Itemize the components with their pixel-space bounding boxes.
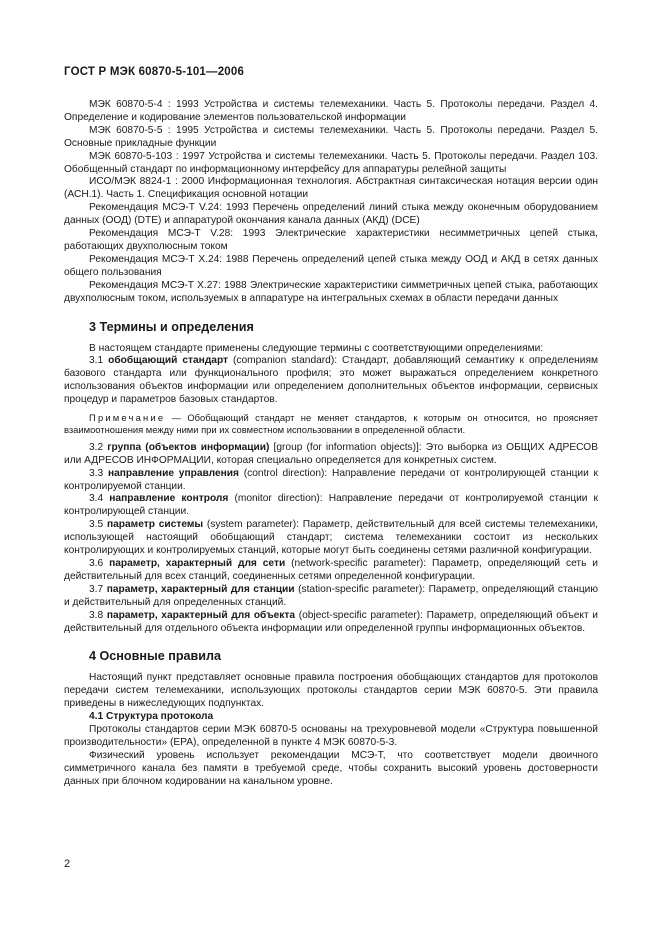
term-3-5 [64,519,598,558]
term-name: направление управления [107,467,239,479]
reference-item: Рекомендация МСЭ-Т V.28: 1993 Электрические характеристики несимметричных цепей стыка, работающих двухполюсным током [64,228,598,252]
section-4-paragraph: Физический уровень использует рекомендации МСЭ-Т, что соответствует модели двоичного симметричного канала без памяти в требуемой среде, чтобы сохранить высокий уровень достоверности данных при блочном кодировании на канальном уровне. [64,749,598,787]
term-number: 3.7 [89,583,107,595]
term-3-8 [64,610,598,636]
term-number: 3.5 [89,519,107,531]
page-number: 2 [64,858,71,870]
note-text: — Обобщающий стандарт не меняет стандартов, к которым он относится, но проясняет взаимоотношения между ними при их совместном использовании в определенной области. [64,412,598,436]
term-name: параметр, характерный для объекта [106,609,296,621]
reference-item: Рекомендация МСЭ-Т Х.27: 1988 Электрические характеристики симметричных цепей стыка, работающих двухполюсным током, используемых в аппаратуре на интегральных схемах в области передачи данных [64,279,598,304]
term-3-6 [64,558,598,584]
term-name: группа (объектов информации) [107,441,270,453]
term-3-4 [64,493,598,519]
term-definition: (companion standard): Стандарт, добавляющий семантику к определениям базового стандарта или функционального профиля; это может выражаться определением конкретного использования объектов информации или определением дополнительных объектов информации, сервисных процедур и параметров базовых стандартов. [64,355,598,406]
term-name: направление контроля [109,493,229,505]
term-definition: (station-specific parameter): Параметр, определяющий станцию и действительный для определенных станций. [64,583,598,608]
subsection-4-1-heading: 4.1 Структура протокола [89,711,214,723]
term-number: 3.2 [89,441,108,453]
section-3-heading: 3 Термины и определения [89,319,254,334]
section-4-paragraph: Протоколы стандартов серии МЭК 60870-5 основаны на трехуровневой модели «Структура повышенной производительности» (ЕРА), определенной в пункте 4 МЭК 60870-5-3. [64,724,598,748]
term-number: 3.4 [89,493,110,505]
term-definition: (system parameter): Параметр, действительный для всей системы телемеханики, использующей настоящий обобщающий стандарт; система телемеханики состоит из нескольких контролирующих и контролируемых станций, которые могут быть соединены сетями различной конфигурации. [64,519,598,557]
reference-item: Рекомендация МСЭ-Т V.24: 1993 Перечень определений линий стыка между оконечным оборудованием данных (ООД) (DTE) и аппаратурой окончания канала данных (АКД) (DCE) [64,202,598,227]
reference-item: МЭК 60870-5-4 : 1993 Устройства и системы телемеханики. Часть 5. Протоколы передачи. Раздел 4. Определение и кодирование элементов пользовательской информации [64,99,598,123]
reference-item: ИСО/МЭК 8824-1 : 2000 Информационная технология. Абстрактная синтаксическая нотация версии один (АСН.1). Часть 1. Спецификация основной нотации [64,176,598,201]
term-number: 3.8 [89,609,107,621]
reference-item: Рекомендация МСЭ-Т Х.24: 1988 Перечень определений цепей стыка между ООД и АКД в сетях данных общего пользования [64,253,598,278]
term-3-7 [64,584,598,610]
term-number: 3.1 [89,355,109,367]
term-definition: [group (for information objects)]: Это выборка из ОБЩИХ АДРЕСОВ или АДРЕСОВ ИНФОРМАЦИИ, которая специально определяется для конкретных систем. [64,441,598,466]
term-name: параметр, характерный для сети [109,558,286,569]
reference-item: МЭК 60870-5-5 : 1995 Устройства и системы телемеханики. Часть 5. Протоколы передачи. Раздел 5. Основные прикладные функции [64,124,598,149]
term-definition: (network-specific parameter): Параметр, определяющий сеть и действительный для всех станций, соединенных сетями определенной конфигурации. [64,558,598,582]
section-3-intro: В настоящем стандарте применены следующие термины с соответствующими определениями: [89,342,544,354]
term-definition: (object-specific parameter): Параметр, определяющий объект и действительный для отдельного объекта информации или определенной группы информационных объектов. [64,609,598,634]
term-name: параметр, характерный для станции [106,583,295,595]
note-label: Примечание [89,412,166,424]
term-name: параметр системы [106,519,204,531]
term-3-3 [64,468,598,494]
note-paragraph [64,412,598,437]
section-4-heading: 4 Основные правила [89,649,222,664]
section-4-intro: Настоящий пункт представляет основные правила построения обобщающих стандартов для протоколов передачи систем телемеханики, использующих протоколы стандартов серии МЭК 60870-5. Эти правила приведены в нижеследующих подпунктах. [64,672,598,710]
document-body [64,99,598,789]
term-number: 3.3 [89,467,108,479]
term-3-2 [64,442,598,468]
term-3-1 [64,355,598,407]
term-number: 3.6 [89,558,110,569]
term-name: обобщающий стандарт [108,355,229,367]
term-definition: (control direction): Направление передачи от контролирующей станции к контролируемой станции. [64,467,599,492]
reference-item: МЭК 60870-5-103 : 1997 Устройства и системы телемеханики. Часть 5. Протоколы передачи. Раздел 103. Обобщенный стандарт по информационному интерфейсу для аппаратуры релейной защиты [64,150,598,175]
term-definition: (monitor direction): Направление передачи от контролируемой станции к контролирующей станции. [64,493,598,518]
document-header: ГОСТ Р МЭК 60870-5-101—2006 [64,66,245,78]
